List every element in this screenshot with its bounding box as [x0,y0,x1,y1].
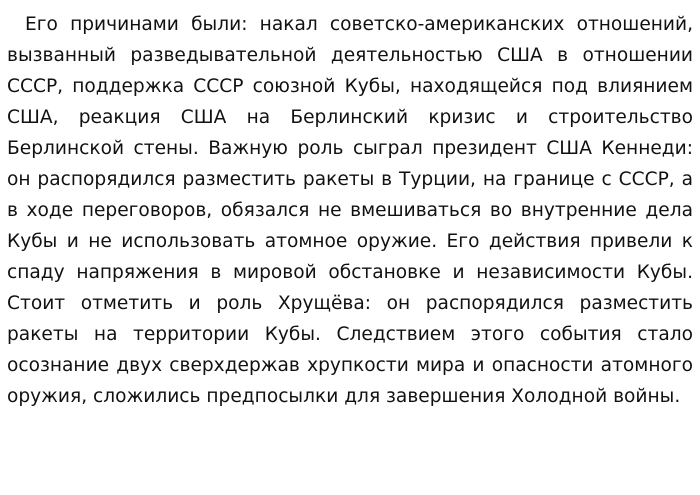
body-paragraph: Его причинами были: накал советско-американских отношений, вызванный разведывательной деятельностью США в отношении СССР, поддержка СССР союзной Кубы, находящейся под влиянием США, реакция США на Берлинский кризис и строительство Берлинской стены. Важную роль сыграл президент США Кеннеди: он распорядился разместить ракеты в Турции, на границе с СССР, а в ходе переговоров, обязался не вмешиваться во внутренние дела Кубы и не использовать атомное оружие. Его действия привели к спаду напряжения в мировой обстановке и независимости Кубы. Стоит отметить и роль Хрущёва: он распорядился разместить ракеты на территории Кубы. Следствием этого события стало осознание двух сверхдержав хрупкости мира и опасности атомного оружия, сложились предпосылки для завершения Холодной войны. [7,14,693,407]
